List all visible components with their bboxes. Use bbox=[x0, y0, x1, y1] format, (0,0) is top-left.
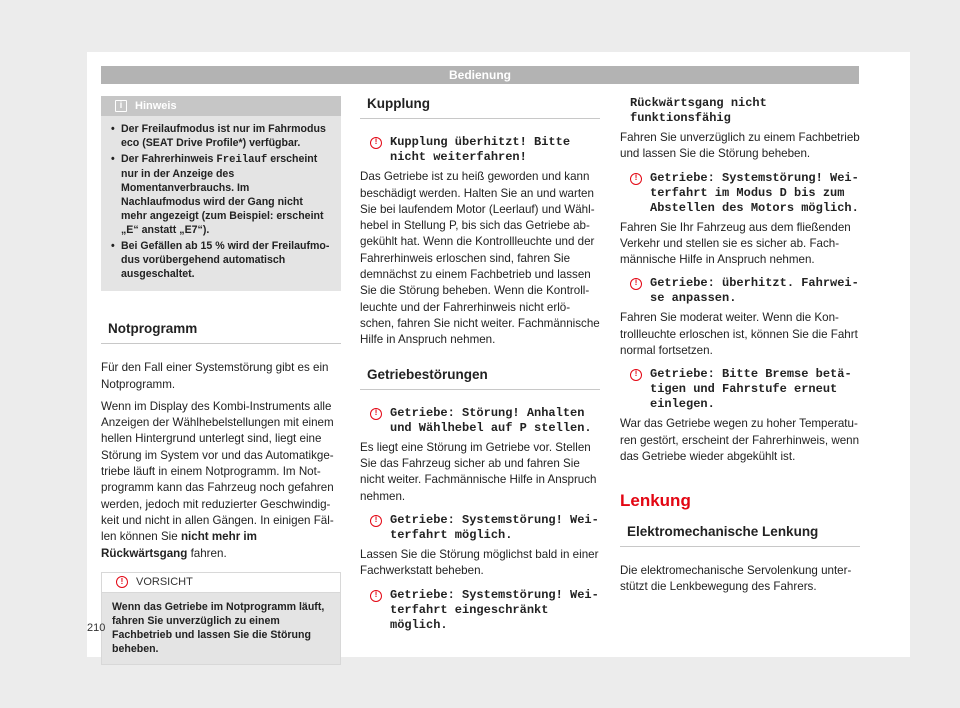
driver-message bbox=[620, 367, 860, 412]
warning-icon: ! bbox=[630, 278, 642, 290]
note-list bbox=[101, 116, 341, 281]
driver-message bbox=[620, 276, 860, 306]
driver-message bbox=[360, 406, 600, 436]
column-middle bbox=[360, 96, 600, 637]
driver-message bbox=[620, 171, 860, 216]
driver-message-text: Getriebe: überhitzt. Fahrweise anpassen. bbox=[650, 276, 859, 306]
driver-message-text: Kupplung überhitzt! Bitte nicht weiterfahren! bbox=[390, 135, 571, 165]
paragraph: War das Getriebe wegen zu hoher Temperaturen gestört, erscheint der Fahrerhinweis, wenn das Getriebe wieder abgekühlt ist. bbox=[620, 417, 860, 463]
section-title-elektromechanische-lenkung: Elektromechanische Lenkung bbox=[620, 524, 860, 547]
warning-icon: ! bbox=[370, 515, 382, 527]
note-item-mono: Freilauf bbox=[216, 154, 268, 166]
note-item-text: Der Fahrerhinweis bbox=[121, 153, 214, 165]
warning-icon: ! bbox=[370, 137, 382, 149]
note-item: • Bei Gefällen ab 15 % wird der Freilaufmodus vorübergehend automatisch ausgeschaltet. bbox=[111, 239, 331, 281]
note-box bbox=[101, 96, 341, 291]
column-right bbox=[620, 96, 860, 601]
section-title-kupplung: Kupplung bbox=[360, 96, 600, 119]
warning-icon: ! bbox=[116, 576, 128, 588]
warning-icon: ! bbox=[630, 173, 642, 185]
warning-header bbox=[102, 573, 340, 593]
driver-message bbox=[360, 135, 600, 165]
note-item: • Der Freilaufmodus ist nur im Fahrmodus eco (SEAT Drive Profile*) verfügbar. bbox=[111, 122, 331, 150]
driver-message bbox=[360, 588, 600, 633]
driver-message-text: Getriebe: Bitte Bremse betätigen und Fahrstufe erneut einlegen. bbox=[650, 367, 852, 412]
driver-message bbox=[360, 513, 600, 543]
warning-box bbox=[101, 572, 341, 665]
note-item-rest: erscheint nur in der Anzeige des Momentanverbrauchs. Im Nachlaufmodus wird der Gang nicht mehr angezeigt (zum Beispiel: erscheint „E“ anstatt „E7“). bbox=[121, 153, 324, 236]
chapter-title-lenkung: Lenkung bbox=[620, 491, 691, 511]
paragraph: Für den Fall einer Systemstörung gibt es ein Notprogramm. bbox=[101, 361, 329, 391]
warning-icon: ! bbox=[370, 590, 382, 602]
warning-label: VORSICHT bbox=[136, 576, 193, 589]
note-item bbox=[111, 152, 331, 237]
warning-text: Wenn das Getriebe im Notprogramm läuft, fahren Sie unverzüglich zu einem Fachbetrieb und lassen Sie die Störung beheben. bbox=[102, 593, 340, 664]
section-title-getriebestoerungen: Getriebestörungen bbox=[360, 367, 600, 390]
page-number: 210 bbox=[87, 622, 106, 634]
note-header bbox=[101, 96, 341, 116]
section-title-notprogramm: Notprogramm bbox=[101, 321, 341, 344]
paragraph: Fahren Sie unverzüglich zu einem Fachbetrieb und lassen Sie die Störung beheben. bbox=[620, 131, 860, 161]
paragraph bbox=[101, 399, 341, 562]
paragraph: Das Getriebe ist zu heiß geworden und kann beschädigt werden. Halten Sie an und warten Sie bei laufendem Motor (Leerlauf) und Wählhebel in Stellung P, bis sich das Getriebe abgekühlt hat. Wenn die Kontrollleuchte und der Fahrerhinweis erloschen sind, fahren Sie demnächst zu einem Fachbetrieb und lassen Sie die Störung beheben. Wenn die Kontrollleuchte und der Fahrerhinweis nicht erlöschen, fahren Sie nicht weiter. Fachmännische Hilfe in Anspruch nehmen. bbox=[360, 170, 600, 347]
paragraph-text: Wenn im Display des Kombi-Instruments alle Anzeigen der Wählhebelstellungen mit einem hellen Hintergrund unterlegt sind, liegt eine Störung im System vor und das Automatikgetriebe läuft in einem Notprogramm. Im Notprogramm kann das Fahrzeug noch gefahren werden, jedoch mit reduzierter Geschwindigkeit und nicht in allen Gängen. In einigen Fällen können Sie bbox=[101, 399, 334, 544]
driver-message-text: Getriebe: Systemstörung! Weiterfahrt möglich. bbox=[390, 513, 599, 543]
paragraph: Fahren Sie moderat weiter. Wenn die Kontrollleuchte erloschen ist, können Sie die Fahrt normal fortsetzen. bbox=[620, 311, 858, 358]
note-label: Hinweis bbox=[135, 100, 177, 112]
warning-icon: ! bbox=[630, 369, 642, 381]
paragraph-text: fahren. bbox=[187, 546, 227, 560]
paragraph: Fahren Sie Ihr Fahrzeug aus dem fließenden Verkehr und stellen sie es sicher ab. Fachmännische Hilfe in Anspruch nehmen. bbox=[620, 220, 851, 267]
paragraph: Die elektromechanische Servolenkung unterstützt die Lenkbewegung des Fahrers. bbox=[620, 563, 852, 594]
info-icon: i bbox=[115, 100, 127, 112]
paragraph: Es liegt eine Störung im Getriebe vor. Stellen Sie das Fahrzeug sicher ab und fahren Sie nicht weiter. Fachmännische Hilfe in Anspruch nehmen. bbox=[360, 440, 597, 503]
paragraph: Lassen Sie die Störung möglichst bald in einer Fachwerkstatt beheben. bbox=[360, 548, 599, 578]
paragraph-bold: nicht mehr im Rückwärtsgang bbox=[101, 530, 257, 560]
column-left bbox=[101, 96, 341, 665]
page-header: Bedienung bbox=[101, 66, 859, 84]
driver-message-text: Getriebe: Systemstörung! Weiterfahrt eingeschränkt möglich. bbox=[390, 587, 599, 632]
driver-message-text: Getriebe: Störung! Anhalten und Wählhebel auf P stellen. bbox=[390, 405, 592, 435]
warning-icon: ! bbox=[370, 408, 382, 420]
driver-message-continued: Rückwärtsgang nicht funktionsfähig bbox=[630, 96, 767, 125]
driver-message-text: Getriebe: Systemstörung! Weiterfahrt im Modus D bis zum Abstellen des Motors möglich. bbox=[650, 170, 859, 215]
